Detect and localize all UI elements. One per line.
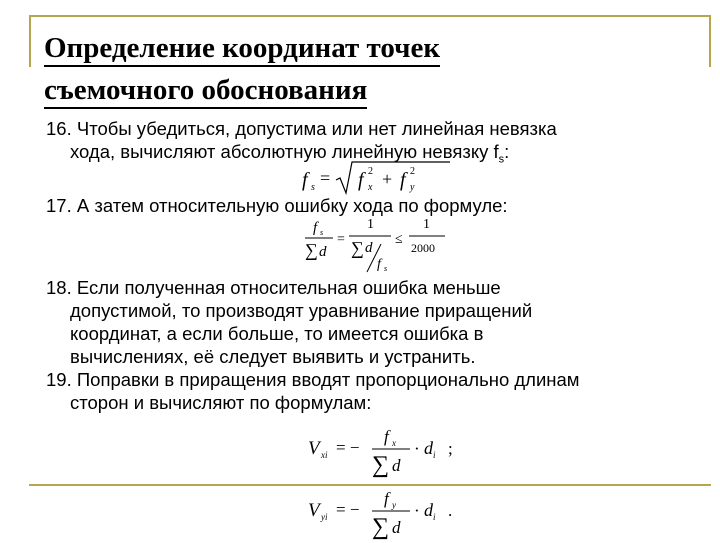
f3-end: ; <box>448 439 453 458</box>
f3-di-sub: i <box>433 450 436 460</box>
f2-num-sub: s <box>320 228 324 237</box>
title-line-1: Определение координат точек <box>44 31 440 67</box>
title-line-2: съемочного обоснования <box>44 73 367 109</box>
f3-d: d <box>392 456 401 475</box>
slide-title <box>44 27 644 111</box>
formula-correction-y <box>306 486 466 543</box>
f2-inner-f-sub: s <box>384 264 388 273</box>
frame-left-line <box>29 15 31 67</box>
f2-den-d: d <box>319 244 327 260</box>
p16-line-1: 16. Чтобы убедиться, допустима или нет линейная невязка <box>46 118 557 139</box>
f4-d: d <box>392 518 401 537</box>
p16-colon: : <box>504 141 510 162</box>
f1-b-sub: y <box>410 182 415 193</box>
paragraph-17: 17. А затем относительную ошибку хода по формуле: <box>46 195 508 216</box>
f1-a-sub: x <box>368 182 373 193</box>
paragraph-18 <box>46 276 532 368</box>
formula-4-svg <box>306 486 466 538</box>
f1-eq: = <box>320 168 331 188</box>
paragraph-19 <box>46 368 580 414</box>
f2-eq: = <box>337 232 345 247</box>
f4-di: d <box>424 500 433 520</box>
f1-lhs: f <box>302 169 308 191</box>
f4-sum: ∑ <box>372 514 390 540</box>
f2-inner-d: d <box>365 240 373 256</box>
p16-subscript: s <box>498 153 505 166</box>
frame-top-line <box>29 15 711 17</box>
formula-1-svg <box>300 160 460 196</box>
formula-3-svg <box>306 424 466 476</box>
formula-2-svg <box>303 214 453 276</box>
p18-line-3: координат, а если больше, то имеется ошибка в <box>70 323 484 344</box>
f3-v-sub: xi <box>321 450 328 460</box>
f1-lhs-sub: s <box>311 182 315 193</box>
f2-one2: 1 <box>423 217 430 232</box>
f4-v-sub: yi <box>321 512 328 522</box>
p19-line-1: 19. Поправки в приращения вводят пропорционально длинам <box>46 369 580 390</box>
f3-eq: = − <box>336 438 360 457</box>
f3-sum: ∑ <box>372 452 390 478</box>
f3-dot: · <box>414 439 420 458</box>
formula-correction-x <box>306 424 466 481</box>
f4-dot: · <box>414 501 420 520</box>
f2-den-sum: ∑ <box>305 240 318 260</box>
f2-leq: ≤ <box>395 232 403 247</box>
p16-line-2-text: хода, вычисляют абсолютную линейную невязку f <box>70 141 499 162</box>
f1-a-sup: 2 <box>368 166 373 177</box>
f4-end: . <box>448 501 453 520</box>
f2-num-f: f <box>313 220 318 236</box>
f1-plus: + <box>382 169 393 189</box>
f1-a: f <box>358 169 364 191</box>
f4-di-sub: i <box>433 512 436 522</box>
p18-line-1: 18. Если полученная относительная ошибка меньше <box>46 277 501 298</box>
p18-line-2: допустимой, то производят уравнивание приращений <box>70 300 533 321</box>
sqrt-sign <box>336 162 450 193</box>
p18-line-4: вычислениях, её следует выявить и устранить. <box>70 346 476 367</box>
f3-num-sub: x <box>392 438 396 448</box>
f2-one: 1 <box>367 217 374 232</box>
f2-inner-sum: ∑ <box>351 238 364 258</box>
f4-num-sub: y <box>392 500 396 510</box>
f3-v: V <box>308 438 320 459</box>
f3-di: d <box>424 438 433 458</box>
f2-den2: 2000 <box>411 241 435 255</box>
f3-num-f: f <box>384 427 389 446</box>
f2-inner-f: f <box>377 257 381 272</box>
frame-right-line <box>709 15 711 67</box>
f4-eq: = − <box>336 500 360 519</box>
p19-line-2: сторон и вычисляют по формулам: <box>70 392 372 413</box>
f4-num-f: f <box>384 489 389 508</box>
f1-b: f <box>400 169 406 191</box>
f4-v: V <box>308 500 320 521</box>
f1-b-sup: 2 <box>410 166 415 177</box>
formula-relative-error <box>303 214 453 281</box>
